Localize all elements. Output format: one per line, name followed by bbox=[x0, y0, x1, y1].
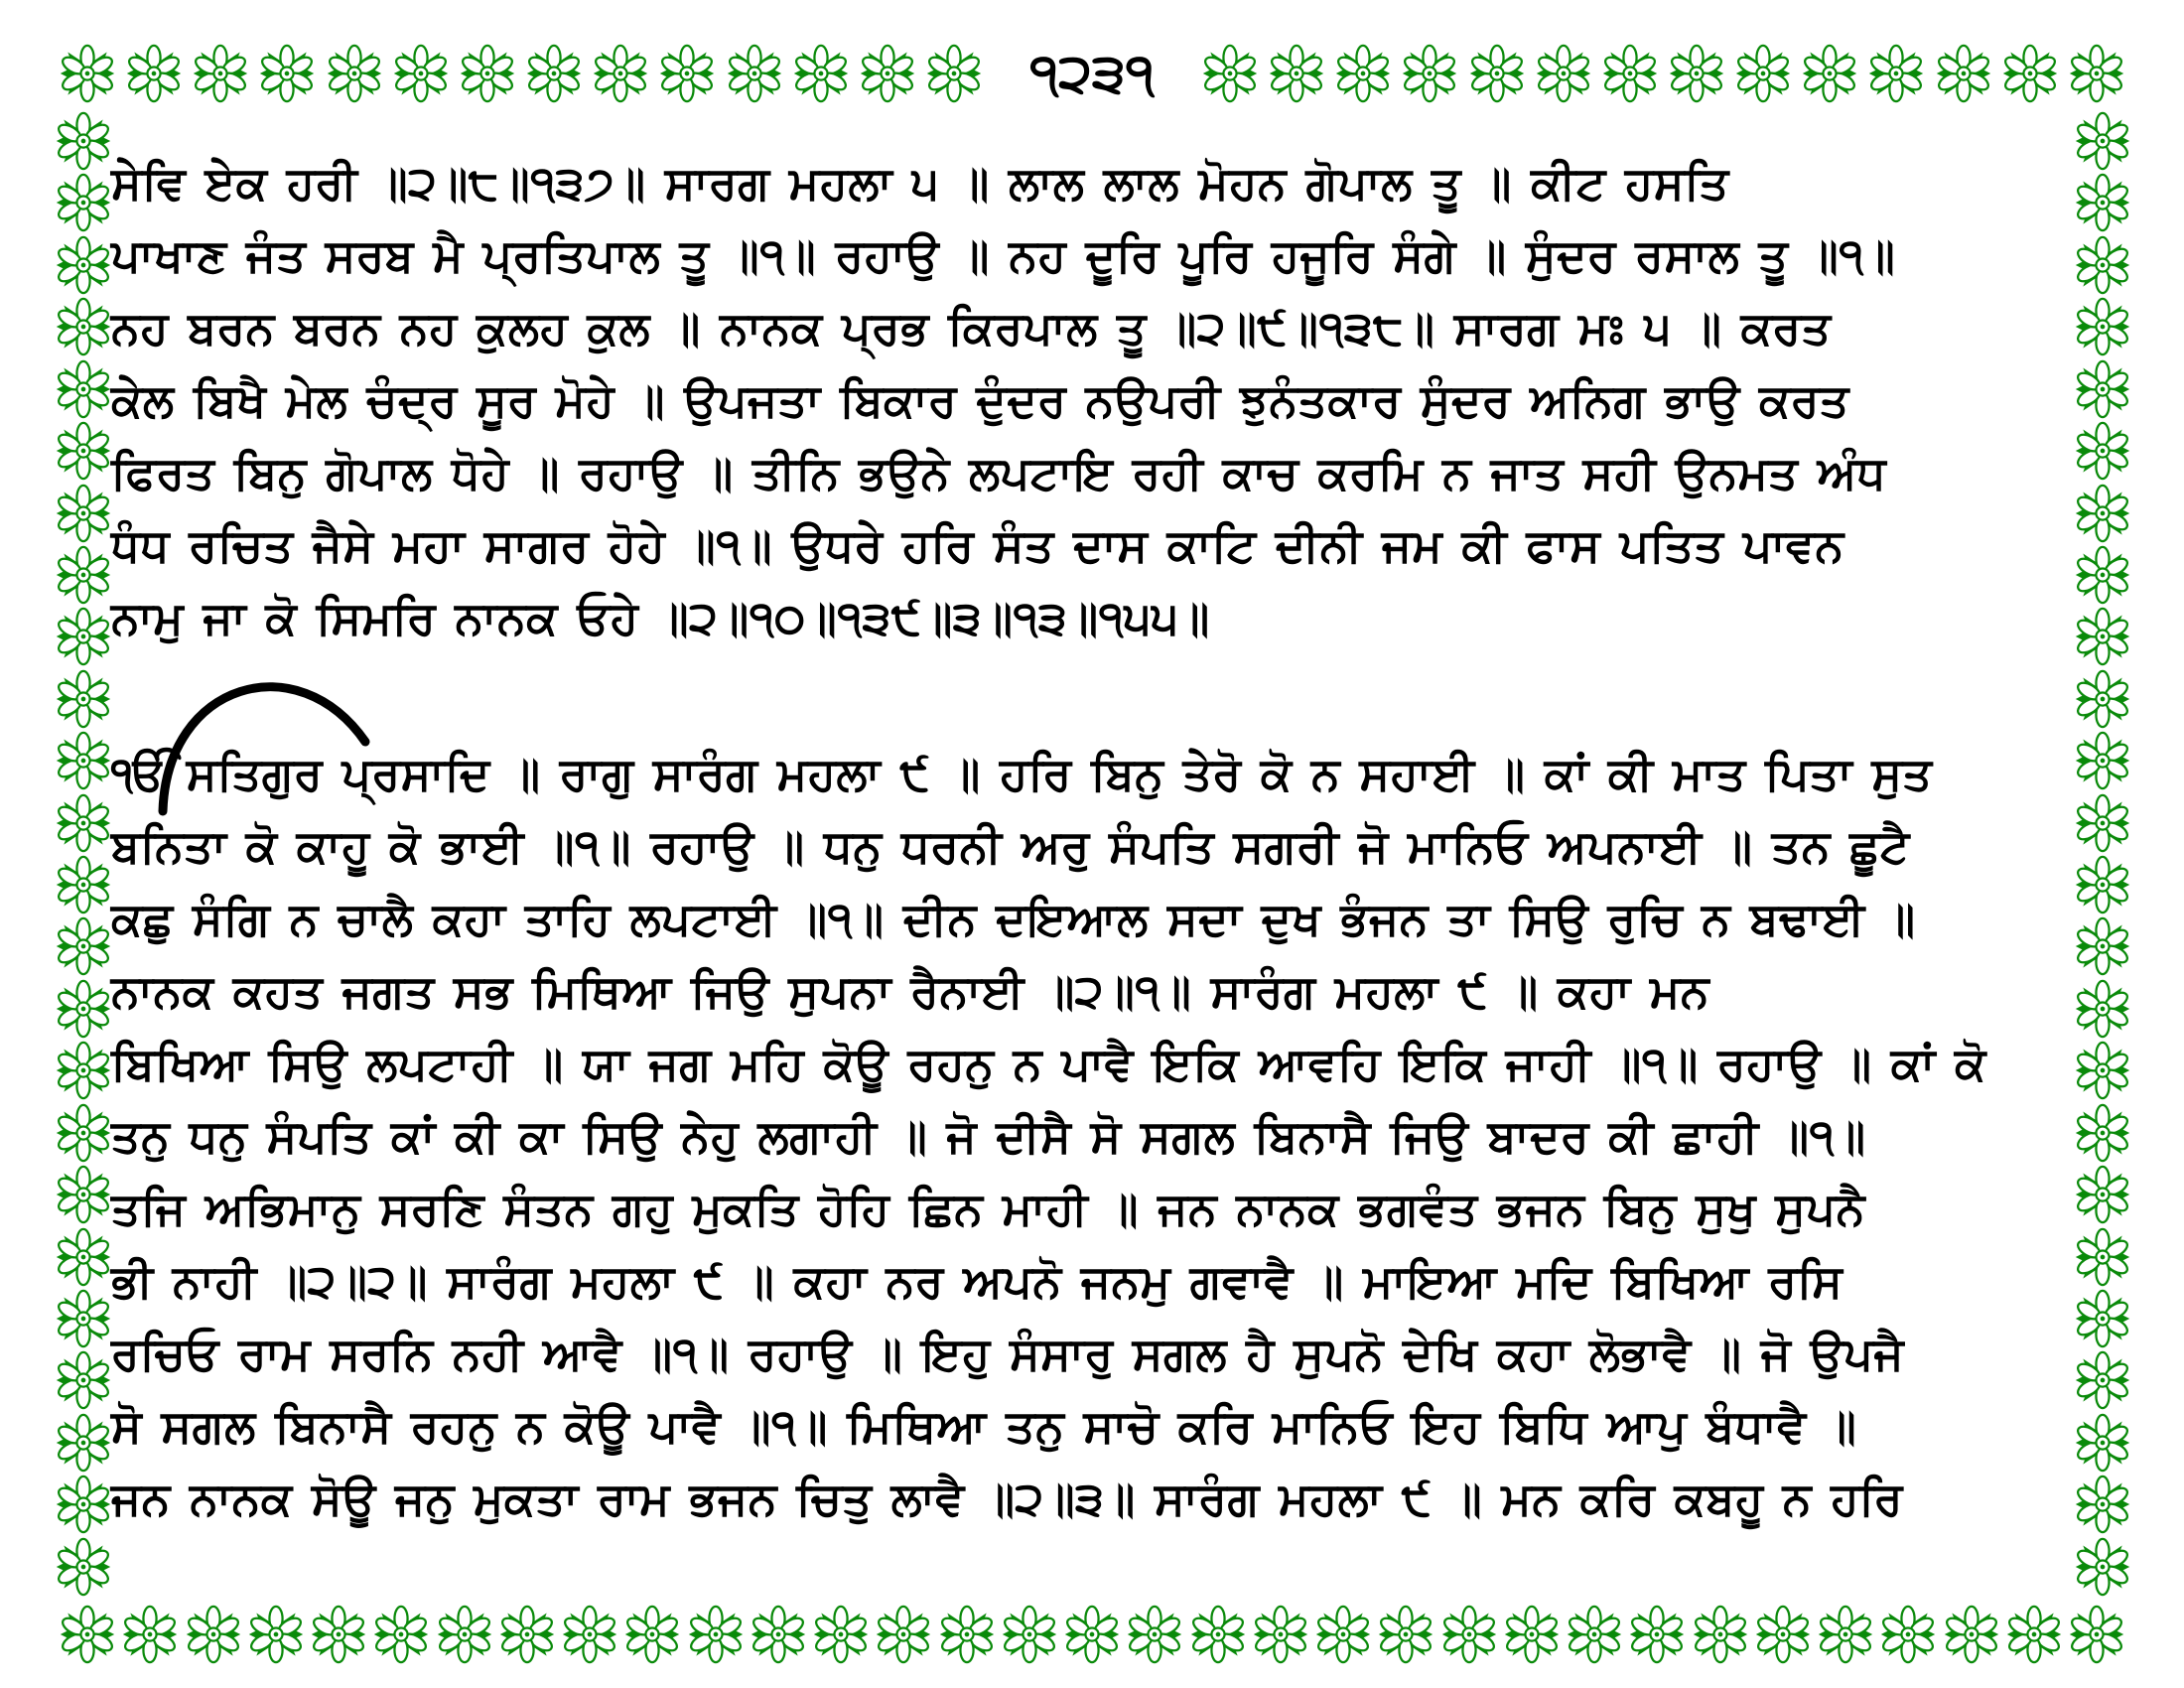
flower-ornament-icon bbox=[58, 1605, 117, 1664]
flower-ornament-icon bbox=[2000, 44, 2060, 103]
flower-ornament-icon bbox=[1062, 1605, 1122, 1664]
flower-ornament-icon bbox=[1251, 1605, 1310, 1664]
flower-ornament-icon bbox=[257, 44, 317, 103]
flower-ornament-icon bbox=[1878, 1605, 1938, 1664]
flower-ornament-icon bbox=[791, 44, 851, 103]
flower-ornament-icon bbox=[1333, 44, 1393, 103]
gurbani-line: ਬਨਿਤਾ ਕੋ ਕਾਹੂ ਕੋ ਭਾਈ ॥੧॥ ਰਹਾਉ ॥ ਧਨੁ ਧਰਨੀ ਅਰੁ ਸੰਪਤਿ ਸਗਰੀ ਜੋ ਮਾਨਿਓ ਅਪਨਾਈ ॥ ਤਨ ਛੂਟੈ bbox=[111, 820, 1910, 872]
flower-ornament-icon bbox=[54, 1289, 113, 1348]
flower-ornament-icon bbox=[54, 1227, 113, 1287]
flower-ornament-icon bbox=[1313, 1605, 1373, 1664]
scripture-text bbox=[111, 147, 2085, 1535]
gurbani-line: ਬਿਖਿਆ ਸਿਉ ਲਪਟਾਹੀ ॥ ਯਾ ਜਗ ਮਹਿ ਕੋਊ ਰਹਨੁ ਨ ਪਾਵੈ ਇਕਿ ਆਵਹਿ ਇਕਿ ਜਾਹੀ ॥੧॥ ਰਹਾਉ ॥ ਕਾਂ ਕੋ bbox=[111, 1038, 1986, 1089]
gurbani-line: ਰਚਿਓ ਰਾਮ ਸਰਨਿ ਨਹੀ ਆਵੈ ॥੧॥ ਰਹਾਉ ॥ ਇਹੁ ਸੰਸਾਰੁ ਸਗਲ ਹੈ ਸੁਪਨੋ ਦੇਖਿ ਕਹਾ ਲੋਭਾਵੈ ॥ ਜੋ ਉਪਜੈ bbox=[111, 1328, 1904, 1379]
flower-ornament-icon bbox=[54, 235, 113, 295]
gurbani-line: ਸੇਵਿ ਏਕ ਹਰੀ ॥੨॥੮॥੧੩੭॥ ਸਾਰਗ ਮਹਲਾ ੫ ॥ ਲਾਲ ਲਾਲ ਮੋਹਨ ਗੋਪਾਲ ਤੂ ॥ ਕੀਟ ਹਸਤਿ bbox=[111, 157, 1729, 209]
flower-ornament-icon bbox=[1439, 1605, 1499, 1664]
flower-ornament-icon bbox=[54, 731, 113, 790]
flower-ornament-icon bbox=[725, 44, 784, 103]
border-left bbox=[52, 111, 115, 1597]
flower-ornament-icon bbox=[120, 1605, 180, 1664]
flower-ornament-icon bbox=[54, 1475, 113, 1534]
flower-ornament-icon bbox=[1502, 1605, 1562, 1664]
section-rag-sarang-mahala-9 bbox=[111, 738, 2085, 1535]
flower-ornament-icon bbox=[1125, 1605, 1184, 1664]
flower-ornament-icon bbox=[54, 1537, 113, 1597]
flower-ornament-icon bbox=[2004, 1605, 2064, 1664]
flower-ornament-icon bbox=[54, 297, 113, 356]
flower-ornament-icon bbox=[1627, 1605, 1687, 1664]
flower-ornament-icon bbox=[1376, 1605, 1435, 1664]
flower-ornament-icon bbox=[1816, 1605, 1875, 1664]
border-top-left-flowers bbox=[58, 44, 984, 103]
gurbani-line: ੴ ਸਤਿਗੁਰ ਪ੍ਰਸਾਦਿ ॥ ਰਾਗੁ ਸਾਰੰਗ ਮਹਲਾ ੯ ॥ ਹਰਿ ਬਿਨੁ ਤੇਰੋ ਕੋ ਨ ਸਹਾਈ ॥ ਕਾਂ ਕੀ ਮਾਤ ਪਿਤਾ ਸੁਤ bbox=[111, 748, 1933, 799]
flower-ornament-icon bbox=[54, 421, 113, 481]
flower-ornament-icon bbox=[1733, 44, 1793, 103]
border-top bbox=[58, 42, 2126, 105]
flower-ornament-icon bbox=[591, 44, 650, 103]
gurbani-line: ਨਹ ਬਰਨ ਬਰਨ ਨਹ ਕੁਲਹ ਕੁਲ ॥ ਨਾਨਕ ਪ੍ਰਭ ਕਿਰਪਾਲ ਤੂ ॥੨॥੯॥੧੩੮॥ ਸਾਰਗ ਮਃ ੫ ॥ ਕਰਤ bbox=[111, 302, 1832, 353]
flower-ornament-icon bbox=[54, 1041, 113, 1100]
flower-ornament-icon bbox=[657, 44, 717, 103]
flower-ornament-icon bbox=[524, 44, 584, 103]
flower-ornament-icon bbox=[686, 1605, 746, 1664]
flower-ornament-icon bbox=[54, 979, 113, 1039]
flower-ornament-icon bbox=[1200, 44, 1260, 103]
flower-ornament-icon bbox=[1866, 44, 1926, 103]
flower-ornament-icon bbox=[54, 111, 113, 171]
gurbani-line: ਤਨੁ ਧਨੁ ਸੰਪਤਿ ਕਾਂ ਕੀ ਕਾ ਸਿਉ ਨੇਹੁ ਲਗਾਹੀ ॥ ਜੋ ਦੀਸੈ ਸੋ ਸਗਲ ਬਿਨਾਸੈ ਜਿਉ ਬਾਦਰ ਕੀ ਛਾਹੀ ॥੧॥ bbox=[111, 1110, 1866, 1162]
flower-ornament-icon bbox=[937, 1605, 997, 1664]
flower-ornament-icon bbox=[1934, 44, 1993, 103]
flower-ornament-icon bbox=[184, 1605, 243, 1664]
gurbani-line: ਧੰਧ ਰਚਿਤ ਜੈਸੇ ਮਹਾ ਸਾਗਰ ਹੋਹੇ ॥੧॥ ਉਧਰੇ ਹਰਿ ਸੰਤ ਦਾਸ ਕਾਟਿ ਦੀਨੀ ਜਮ ਕੀ ਫਾਸ ਪਤਿਤ ਪਾਵਨ bbox=[111, 519, 1844, 571]
flower-ornament-icon bbox=[54, 916, 113, 976]
flower-ornament-icon bbox=[54, 545, 113, 605]
flower-ornament-icon bbox=[309, 1605, 368, 1664]
gurbani-line: ਨਾਮੁ ਜਾ ਕੋ ਸਿਮਰਿ ਨਾਨਕ ਓਹੇ ॥੨॥੧੦॥੧੩੯॥੩॥੧੩॥੧੫੫॥ bbox=[111, 592, 1210, 643]
flower-ornament-icon bbox=[458, 44, 517, 103]
gurbani-line: ਨਾਨਕ ਕਹਤ ਜਗਤ ਸਭ ਮਿਥਿਆ ਜਿਉ ਸੁਪਨਾ ਰੈਨਾਈ ॥੨॥੧॥ ਸਾਰੰਗ ਮਹਲਾ ੯ ॥ ਕਹਾ ਮਨ bbox=[111, 965, 1709, 1017]
gurbani-line: ਸੋ ਸਗਲ ਬਿਨਾਸੈ ਰਹਨੁ ਨ ਕੋਊ ਪਾਵੈ ॥੧॥ ਮਿਥਿਆ ਤਨੁ ਸਾਚੋ ਕਰਿ ਮਾਨਿਓ ਇਹ ਬਿਧਿ ਆਪੁ ਬੰਧਾਵੈ ॥ bbox=[111, 1400, 1857, 1452]
flower-ornament-icon bbox=[1565, 1605, 1624, 1664]
flower-ornament-icon bbox=[1942, 1605, 2001, 1664]
flower-ornament-icon bbox=[435, 1605, 494, 1664]
flower-ornament-icon bbox=[54, 793, 113, 853]
flower-ornament-icon bbox=[1753, 1605, 1813, 1664]
gurbani-line: ਤਜਿ ਅਭਿਮਾਨੁ ਸਰਣਿ ਸੰਤਨ ਗਹੁ ਮੁਕਤਿ ਹੋਹਿ ਛਿਨ ਮਾਹੀ ॥ ਜਨ ਨਾਨਕ ਭਗਵੰਤ ਭਜਨ ਬਿਨੁ ਸੁਖੁ ਸੁਪਨੈ bbox=[111, 1183, 1865, 1234]
flower-ornament-icon bbox=[391, 44, 451, 103]
border-top-right-flowers bbox=[1200, 44, 2126, 103]
flower-ornament-icon bbox=[749, 1605, 808, 1664]
flower-ornament-icon bbox=[54, 484, 113, 543]
flower-ornament-icon bbox=[58, 44, 117, 103]
flower-ornament-icon bbox=[371, 1605, 431, 1664]
flower-ornament-icon bbox=[560, 1605, 619, 1664]
flower-ornament-icon bbox=[874, 1605, 933, 1664]
flower-ornament-icon bbox=[811, 1605, 871, 1664]
flower-ornament-icon bbox=[497, 1605, 557, 1664]
flower-ornament-icon bbox=[1188, 1605, 1248, 1664]
flower-ornament-icon bbox=[2067, 1605, 2126, 1664]
flower-ornament-icon bbox=[124, 44, 184, 103]
gurbani-line: ਜਨ ਨਾਨਕ ਸੋਊ ਜਨੁ ਮੁਕਤਾ ਰਾਮ ਭਜਨ ਚਿਤੁ ਲਾਵੈ ॥੨॥੩॥ ਸਾਰੰਗ ਮਹਲਾ ੯ ॥ ਮਨ ਕਰਿ ਕਬਹੂ ਨ ਹਰਿ bbox=[111, 1473, 1903, 1524]
flower-ornament-icon bbox=[858, 44, 917, 103]
page-number: ੧੨੩੧ bbox=[1029, 44, 1155, 103]
gurbani-line: ਕਛੁ ਸੰਗਿ ਨ ਚਾਲੈ ਕਹਾ ਤਾਹਿ ਲਪਟਾਈ ॥੧॥ ਦੀਨ ਦਇਆਲ ਸਦਾ ਦੁਖ ਭੰਜਨ ਤਾ ਸਿਉ ਰੁਚਿ ਨ ਬਢਾਈ ॥ bbox=[111, 893, 1916, 944]
flower-ornament-icon bbox=[1000, 1605, 1059, 1664]
flower-ornament-icon bbox=[1691, 1605, 1750, 1664]
flower-ornament-icon bbox=[54, 669, 113, 729]
flower-ornament-icon bbox=[191, 44, 250, 103]
flower-ornament-icon bbox=[1467, 44, 1527, 103]
flower-ornament-icon bbox=[924, 44, 984, 103]
flower-ornament-icon bbox=[325, 44, 384, 103]
flower-ornament-icon bbox=[54, 1103, 113, 1163]
gurbani-line: ਕੇਲ ਬਿਖੈ ਮੇਲ ਚੰਦ੍ਰ ਸੂਰ ਮੋਹੇ ॥ ਉਪਜਤਾ ਬਿਕਾਰ ਦੁੰਦਰ ਨਉਪਰੀ ਝੁਨੰਤਕਾਰ ਸੁੰਦਰ ਅਨਿਗ ਭਾਉ ਕਰਤ bbox=[111, 374, 1849, 426]
flower-ornament-icon bbox=[54, 1165, 113, 1224]
gurbani-line: ਪਾਖਾਣ ਜੰਤ ਸਰਬ ਮੈ ਪ੍ਰਤਿਪਾਲ ਤੂ ॥੧॥ ਰਹਾਉ ॥ ਨਹ ਦੂਰਿ ਪੂਰਿ ਹਜੂਰਿ ਸੰਗੇ ॥ ਸੁੰਦਰ ਰਸਾਲ ਤੂ ॥੧॥ bbox=[111, 229, 1896, 281]
flower-ornament-icon bbox=[1667, 44, 1726, 103]
gurbani-line: ਭੀ ਨਾਹੀ ॥੨॥੨॥ ਸਾਰੰਗ ਮਹਲਾ ੯ ॥ ਕਹਾ ਨਰ ਅਪਨੋ ਜਨਮੁ ਗਵਾਵੈ ॥ ਮਾਇਆ ਮਦਿ ਬਿਖਿਆ ਰਸਿ bbox=[111, 1255, 1843, 1307]
flower-ornament-icon bbox=[54, 1413, 113, 1473]
flower-ornament-icon bbox=[54, 607, 113, 666]
flower-ornament-icon bbox=[54, 855, 113, 914]
flower-ornament-icon bbox=[1267, 44, 1326, 103]
flower-ornament-icon bbox=[54, 359, 113, 419]
flower-ornament-icon bbox=[54, 1350, 113, 1410]
flower-ornament-icon bbox=[2067, 44, 2126, 103]
flower-ornament-icon bbox=[622, 1605, 682, 1664]
flower-ornament-icon bbox=[246, 1605, 306, 1664]
flower-ornament-icon bbox=[1534, 44, 1593, 103]
flower-ornament-icon bbox=[2073, 1537, 2132, 1597]
gurbani-line: ਫਿਰਤ ਬਿਨੁ ਗੋਪਾਲ ਧੋਹੇ ॥ ਰਹਾਉ ॥ ਤੀਨਿ ਭਉਨੇ ਲਪਟਾਇ ਰਹੀ ਕਾਚ ਕਰਮਿ ਨ ਜਾਤ ਸਹੀ ਉਨਮਤ ਅੰਧ bbox=[111, 447, 1887, 498]
flower-ornament-icon bbox=[54, 173, 113, 232]
flower-ornament-icon bbox=[1800, 44, 1859, 103]
border-bottom bbox=[58, 1603, 2126, 1666]
flower-ornament-icon bbox=[1400, 44, 1459, 103]
section-sarang-mahala-5 bbox=[111, 147, 2085, 654]
flower-ornament-icon bbox=[1600, 44, 1660, 103]
